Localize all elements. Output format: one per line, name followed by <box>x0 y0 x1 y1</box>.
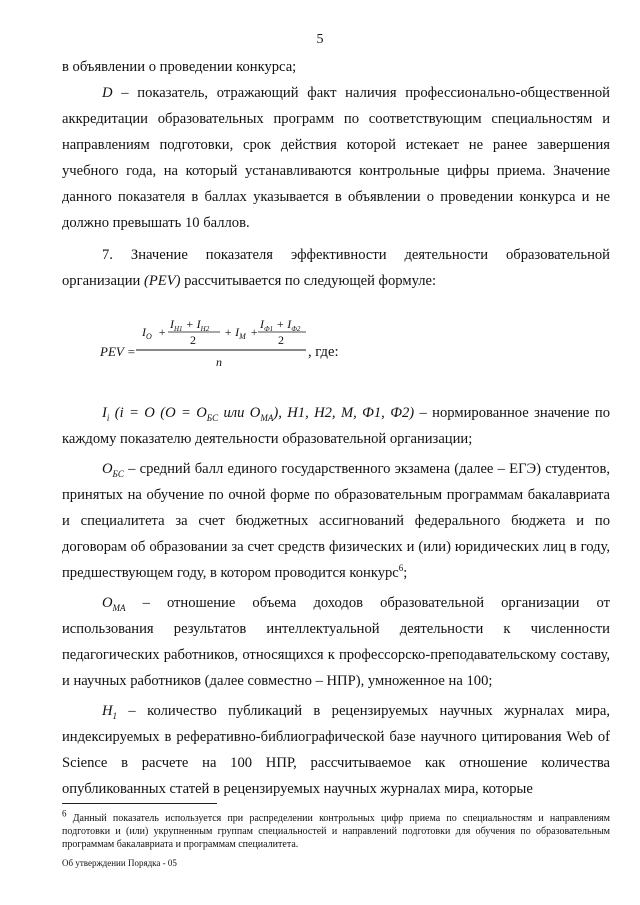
paragraph-7 <box>62 242 610 294</box>
paragraph-obc-text: – средний балл единого государственного экзамена (далее – ЕГЭ) студентов, принятых на обучение по очной форме по образовательным программам бакалавриата и специалитета за счет бюджетных ассигнований федерального бюджета и по договорам об образовании за счет средств физических и (или) юридических лиц в году, предшествующем году, в котором проводится конкурс <box>62 461 610 581</box>
body-text-top <box>62 54 610 294</box>
paragraph-d-text: – показатель, отражающий факт наличия профессионально-общественной аккредитации образовательных программ по соответствующим специальностям и направлениям подготовки, срок действия которой истекает не ранее завершения учебного года, на который устанавливаются контрольные цифры приема. Значение данного показателя в баллах указывается в объявлении о проведении конкурса и не должно превышать 10 баллов. <box>62 85 610 231</box>
symbol-d: D <box>102 85 113 101</box>
symbol-o2-sub: МА <box>112 602 126 613</box>
paragraph-oma-text: – отношение объема доходов образовательной организации от использования результатов интеллектуальной деятельности к численности педагогических работников, относящихся к профессорско-преподавательскому составу, и научных работников (далее совместно – НПР), умноженное на 100; <box>62 595 610 689</box>
svg-text:2: 2 <box>190 333 196 347</box>
symbol-list-b: ), H1, H2, M, Ф1, Ф2) <box>273 405 415 421</box>
pev-formula <box>100 314 400 374</box>
symbol-list-a: (i = O (O = O <box>109 405 207 421</box>
symbol-o-sub: БС <box>112 468 124 479</box>
footnote-divider <box>62 803 217 804</box>
symbol-h1 <box>102 703 117 719</box>
formula-where: , где: <box>308 344 339 360</box>
footnote-mark: 6 <box>62 808 67 819</box>
svg-text:+: + <box>158 325 167 339</box>
symbol-h-sub: 1 <box>112 710 118 721</box>
symbol-list-mid: или O <box>218 405 261 421</box>
svg-text:2: 2 <box>278 333 284 347</box>
paragraph-7-text-b: рассчитывается по следующей формуле: <box>180 273 437 289</box>
paragraph-1: в объявлении о проведении конкурса; <box>62 59 297 75</box>
footnote <box>62 808 610 851</box>
svg-text:n: n <box>216 355 222 369</box>
paragraph-ii-text: – нормированное значение по каждому показателю деятельности образовательной организации; <box>62 405 610 447</box>
document-footer: Об утверждении Порядка - 05 <box>62 858 177 868</box>
symbol-h: H <box>102 703 113 719</box>
paragraph-obc <box>62 456 610 586</box>
formula-lhs: PEV = <box>100 344 136 359</box>
symbol-i: I <box>102 405 107 421</box>
svg-text:IФ1 + IФ2: $I_{Ф1} + I_{Ф2}$ <box>260 317 301 333</box>
page-number: 5 <box>316 32 324 47</box>
paragraph-h1 <box>62 698 610 802</box>
footnote-ref: 6 <box>398 563 404 574</box>
footnote-text: Данный показатель используется при распределении контрольных цифр приема по специальностям и направлениям подготовки и (или) укрупненным группам специальностей и направлений подготовки для обучения по образовательным программам бакалавриата и программам специалитета. <box>62 813 610 850</box>
paragraph-ii <box>62 400 610 452</box>
formula-fraction <box>128 314 308 376</box>
paragraph-oma <box>62 590 610 694</box>
svg-text:+: + <box>250 325 259 339</box>
symbol-i-sub: i <box>106 412 110 423</box>
symbol-sub-ma: МА <box>260 412 274 423</box>
svg-text:+ IM: + $I_M$ <box>224 325 246 341</box>
svg-text:IO: $I_O$ <box>142 325 152 341</box>
symbol-sub-bc: БС <box>206 412 219 423</box>
symbol-obc <box>102 461 124 477</box>
symbol-o2: O <box>102 595 113 611</box>
paragraph-d <box>62 80 610 236</box>
symbol-ii <box>102 405 414 421</box>
symbol-pev: (PEV) <box>144 273 181 289</box>
paragraph-h1-text: – количество публикаций в рецензируемых научных журналах мира, индексируемых в реферативно-библиографической базе научного цитирования Web of Science в расчете на 100 НПР, рассчитываемое как отношение количества опубликованных статей в рецензируемых научных журналах мира, которые <box>62 703 610 797</box>
body-text-bottom <box>62 400 610 802</box>
symbol-o: O <box>102 461 113 477</box>
svg-text:IH1 + IH2: $I_{H1} + I_{H2}$ <box>170 317 210 333</box>
paragraph-obc-end: ; <box>403 565 408 581</box>
paragraph-7-text-a: 7. Значение показателя эффективности деятельности образовательной организации <box>62 247 610 289</box>
symbol-oma <box>102 595 126 611</box>
